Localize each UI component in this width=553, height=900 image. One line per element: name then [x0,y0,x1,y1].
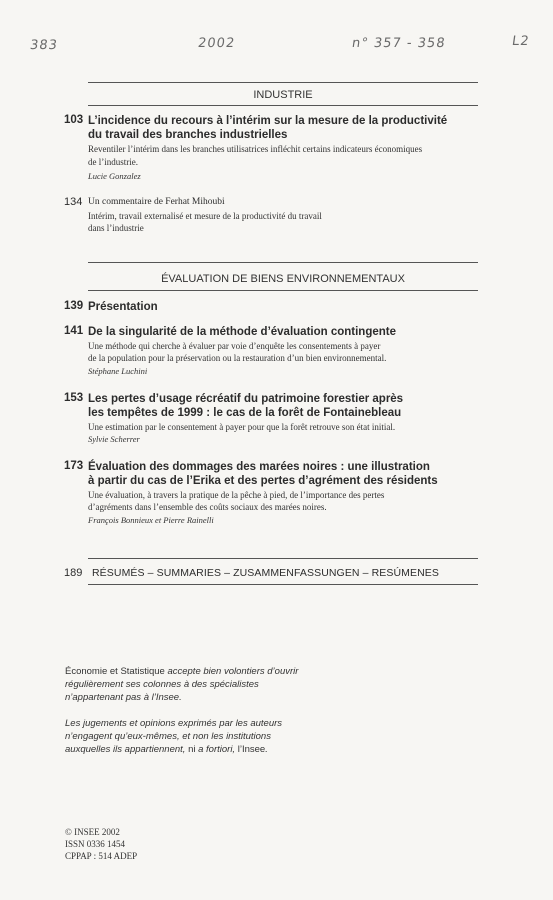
entry-description-line: Une estimation par le consentement à payer pour que la forêt retrouve son état initial. [88,422,396,432]
issn-line: ISSN 0336 1454 [65,839,126,849]
handwritten-corner-mark: L2 [510,34,531,49]
handwritten-year: 2002 [196,36,237,51]
entry-page-number: 134 [64,196,83,208]
cppap-line: CPPAP : 514 ADEP [65,851,138,861]
entry-description-line: d’agréments dans l’ensemble des coûts sociaux des marées noires. [88,502,327,512]
divider [88,558,478,559]
entry-description-line: Une méthode qui cherche à évaluer par voie d’enquête les consentements à payer [88,341,381,351]
notice-text: . [179,692,182,703]
notice-text: n’appartenant pas à [65,692,152,703]
divider [88,82,478,83]
divider [88,105,478,106]
entry-author: Lucie Gonzalez [88,171,141,181]
handwritten-page-number: 383 [28,38,59,53]
notice-text: l’Insee [151,692,180,703]
handwritten-issue-ref: n° 357 - 358 [350,36,447,51]
entry-title-line: Présentation [88,301,158,313]
notice-paragraph-line: n’engagent qu’eux-mêmes, et non les institutions [65,731,271,742]
entry-page-number: 141 [64,325,84,337]
divider [88,290,478,291]
notice-text: auxquelles ils appartiennent, [65,744,189,755]
entry-page-number: 139 [64,300,84,312]
entry-title-line: les tempêtes de 1999 : le cas de la forêt de Fontainebleau [88,407,402,419]
entry-description-line: dans l’industrie [88,223,144,233]
entry-author: Sylvie Scherrer [88,434,140,444]
entry-page-number: 173 [64,460,84,472]
notice-text: l’Insee [237,744,266,755]
entry-description-line: de l’industrie. [88,157,138,167]
section-title-industrie: INDUSTRIE [253,89,313,101]
entry-author: François Bonnieux et Pierre Rainelli [88,515,214,525]
entry-page-number: 153 [64,392,84,404]
notice-text: . [265,744,268,755]
notice-paragraph-line [65,743,268,756]
divider [88,584,478,585]
divider [88,262,478,263]
entry-description-line: Intérim, travail externalisé et mesure de la productivité du travail [88,211,322,221]
entry-author: Stéphane Luchini [88,366,148,376]
entry-page-number: 103 [64,114,84,126]
summaries-title: RÉSUMÉS – SUMMARIES – ZUSAMMENFASSUNGEN – RESÚMENES [92,567,439,579]
entry-title-line: Un commentaire de Ferhat Mihoubi [88,197,225,207]
entry-description-line: Reventiler l’intérim dans les branches utilisatrices infléchit certains indicateurs économiques [88,144,423,154]
entry-description-line: de la population pour la préservation ou la restauration d’un bien environnemental. [88,353,387,363]
entry-title-line: du travail des branches industrielles [88,129,288,141]
notice-text: ni [188,744,196,755]
section-title-evaluation: ÉVALUATION DE BIENS ENVIRONNEMENTAUX [161,273,405,285]
notice-text: a fortiori, [195,744,238,755]
entry-title-line: L’incidence du recours à l’intérim sur la mesure de la productivité [88,115,448,127]
entry-title-line: Évaluation des dommages des marées noires : une illustration [88,461,430,473]
notice-paragraph-line: régulièrement ses colonnes à des spécialistes [65,679,259,690]
entry-title-line: à partir du cas de l’Erika et des pertes d’agrément des résidents [88,475,438,487]
copyright-block [65,826,137,862]
copyright-line: © INSEE 2002 [65,827,120,837]
notice-paragraph-line [65,691,182,704]
entry-description-line: Une évaluation, à travers la pratique de la pêche à pied, de l’importance des pertes [88,490,385,500]
notice-paragraph-line [65,665,298,678]
notice-text: accepte bien volontiers d’ouvrir [164,666,299,677]
entry-title-line: De la singularité de la méthode d’évaluation contingente [88,326,397,338]
notice-paragraph-line: Les jugements et opinions exprimés par les auteurs [65,718,283,729]
entry-title-line: Les pertes d’usage récréatif du patrimoine forestier après [88,393,404,405]
journal-name: Économie et Statistique [65,666,165,677]
entry-page-number: 189 [64,567,83,579]
